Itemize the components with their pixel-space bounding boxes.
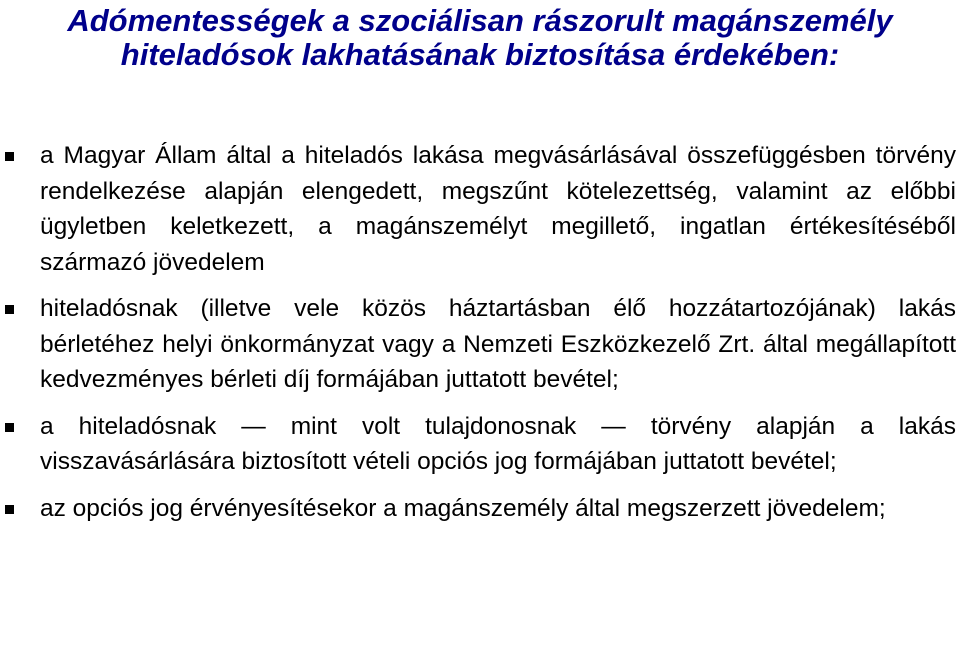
- title-line-1: Adómentességek a szociálisan rászorult magánszemély: [67, 3, 893, 38]
- list-item-text: hiteladósnak (illetve vele közös háztartásban élő hozzátartozójának) lakás bérletéhez helyi önkormányzat vagy a Nemzeti Eszközkezelő Zrt. által megállapított kedvezményes bérleti díj formájában juttatott bevétel;: [40, 295, 956, 393]
- slide-title: [0, 4, 960, 72]
- bullet-list: [0, 138, 960, 526]
- list-item-text: a Magyar Állam által a hiteladós lakása megvásárlásával összefüggésben törvény rendelkezése alapján elengedett, megszűnt kötelezettség, valamint az előbbi ügyletben keletkezett, a magánszemélyt megillető, ingatlan értékesítéséből származó jövedelem: [40, 142, 956, 276]
- list-item-text: az opciós jog érvényesítésekor a magánszemély által megszerzett jövedelem;: [40, 494, 886, 522]
- list-item: [0, 291, 960, 398]
- square-bullet-icon: [5, 505, 14, 514]
- list-item: [0, 138, 960, 280]
- list-item: [0, 491, 960, 527]
- square-bullet-icon: [5, 152, 14, 161]
- list-item: [0, 409, 960, 480]
- list-item-text: a hiteladósnak ― mint volt tulajdonosnak ― törvény alapján a lakás visszavásárlására biztosított vételi opciós jog formájában juttatott bevétel;: [40, 412, 956, 475]
- square-bullet-icon: [5, 305, 14, 314]
- title-line-2: hiteladósok lakhatásának biztosítása érdekében:: [120, 37, 840, 72]
- square-bullet-icon: [5, 423, 14, 432]
